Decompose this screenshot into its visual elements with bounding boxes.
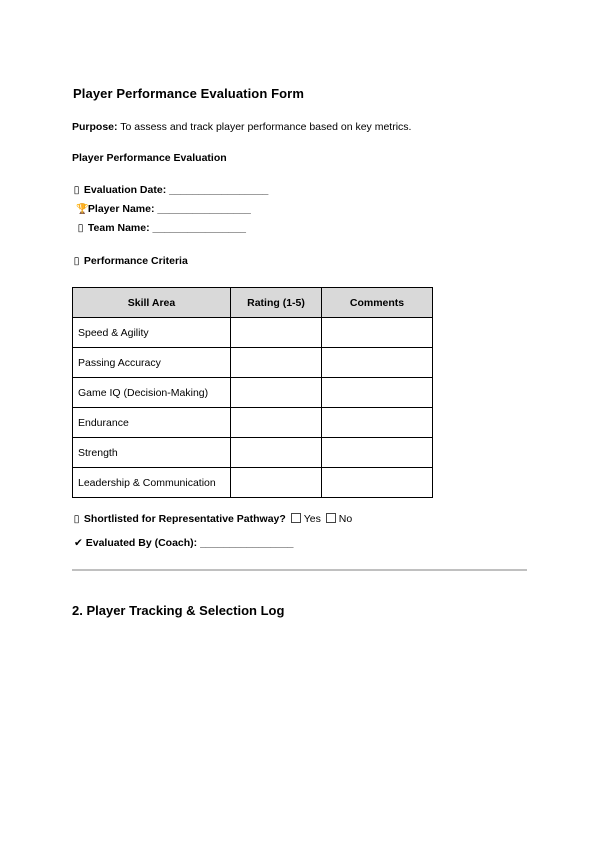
- comments-cell[interactable]: [322, 378, 433, 408]
- player-name-field[interactable]: [76, 203, 251, 215]
- rating-cell[interactable]: [231, 318, 322, 348]
- no-label: No: [338, 513, 353, 525]
- table-row: [73, 318, 433, 348]
- shortlist-question: [72, 513, 352, 525]
- column-header-rating: Rating (1-5): [231, 288, 322, 318]
- team-name-label: Team Name: ________________: [87, 222, 246, 234]
- table-row: [73, 438, 433, 468]
- performance-criteria-table: [72, 287, 433, 498]
- yes-checkbox[interactable]: [291, 513, 301, 523]
- column-header-comments: Comments: [322, 288, 433, 318]
- section-divider: [72, 569, 527, 571]
- shortlist-question-text: Shortlisted for Representative Pathway?: [83, 513, 286, 525]
- table-row: [73, 408, 433, 438]
- purpose-text: To assess and track player performance based on key metrics.: [117, 121, 412, 133]
- team-name-field[interactable]: [76, 222, 246, 234]
- shortlist-icon: ▯: [73, 513, 80, 525]
- rating-cell[interactable]: [231, 378, 322, 408]
- column-header-skill-area: Skill Area: [73, 288, 231, 318]
- player-name-label: Player Name: ________________: [87, 203, 251, 215]
- comments-cell[interactable]: [322, 408, 433, 438]
- criteria-heading-text: Performance Criteria: [83, 255, 188, 267]
- evaluated-by-field[interactable]: [74, 537, 294, 549]
- table-row: [73, 378, 433, 408]
- comments-cell[interactable]: [322, 438, 433, 468]
- skill-cell: Endurance: [73, 408, 231, 438]
- evaluation-date-label: Evaluation Date: _________________: [83, 184, 269, 196]
- table-row: [73, 468, 433, 498]
- purpose-line: [72, 121, 411, 133]
- comments-cell[interactable]: [322, 348, 433, 378]
- evaluated-by-label: Evaluated By (Coach): ________________: [85, 537, 294, 549]
- comments-cell[interactable]: [322, 318, 433, 348]
- purpose-label: Purpose:: [72, 121, 118, 133]
- skill-cell: Strength: [73, 438, 231, 468]
- skill-cell: Game IQ (Decision-Making): [73, 378, 231, 408]
- evaluation-date-field[interactable]: [72, 184, 268, 196]
- yes-label: Yes: [303, 513, 321, 525]
- rating-cell[interactable]: [231, 408, 322, 438]
- chart-icon: ▯: [73, 255, 80, 267]
- performance-criteria-heading: [72, 255, 188, 267]
- table-row: [73, 348, 433, 378]
- rating-cell[interactable]: [231, 438, 322, 468]
- team-icon: ▯: [77, 222, 84, 234]
- skill-cell: Speed & Agility: [73, 318, 231, 348]
- no-checkbox[interactable]: [326, 513, 336, 523]
- skill-cell: Leadership & Communication: [73, 468, 231, 498]
- rating-cell[interactable]: [231, 348, 322, 378]
- table-header-row: [73, 288, 433, 318]
- rating-cell[interactable]: [231, 468, 322, 498]
- form-title: Player Performance Evaluation Form: [73, 86, 304, 101]
- skill-cell: Passing Accuracy: [73, 348, 231, 378]
- calendar-icon: ▯: [73, 184, 80, 196]
- section-heading: Player Performance Evaluation: [72, 152, 227, 164]
- trophy-icon: 🏆: [76, 204, 89, 215]
- comments-cell[interactable]: [322, 468, 433, 498]
- section-2-heading: 2. Player Tracking & Selection Log: [72, 603, 285, 618]
- checkmark-icon: ✔: [74, 537, 83, 549]
